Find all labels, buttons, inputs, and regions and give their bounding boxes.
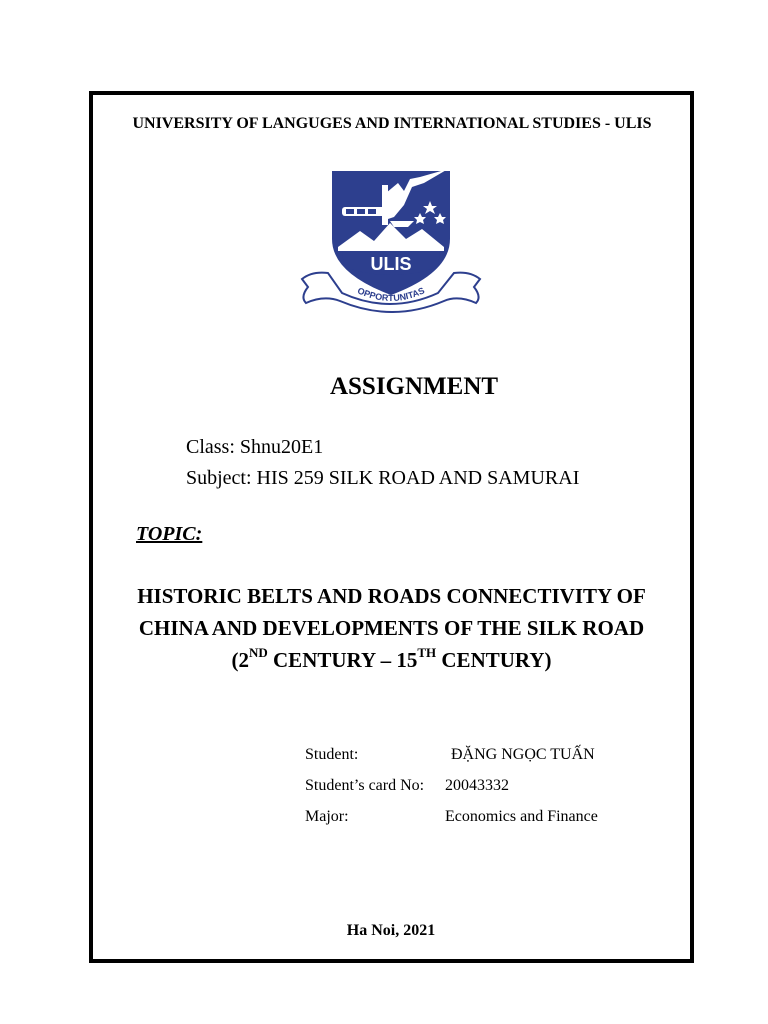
card-number: 20043332	[445, 777, 509, 794]
student-name: ĐẶNG NGỌC TUẤN	[451, 746, 595, 763]
logo-motto: OPPORTUNITAS	[355, 285, 427, 304]
topic-title	[93, 580, 690, 676]
student-label: Student:	[305, 746, 359, 763]
subject-line: Subject: HIS 259 SILK ROAD AND SAMURAI	[186, 467, 580, 489]
place-date: Ha Noi, 2021	[346, 922, 436, 939]
class-line: Class: Shnu20E1	[186, 436, 324, 458]
ulis-logo	[298, 155, 484, 313]
topic-title-line-2: CHINA AND DEVELOPMENTS OF THE SILK ROAD	[138, 616, 645, 640]
topic-title-line-3	[93, 644, 690, 676]
card-label: Student’s card No:	[305, 777, 425, 794]
title-part-c: CENTURY)	[436, 648, 552, 672]
major-value: Economics and Finance	[445, 808, 598, 825]
logo-ulis-text: ULIS	[370, 254, 412, 274]
topic-label: TOPIC:	[136, 523, 203, 545]
university-name: UNIVERSITY OF LANGUGES AND INTERNATIONAL STUDIES - ULIS	[132, 115, 652, 132]
title-sup-th: TH	[417, 645, 437, 660]
title-sup-nd: ND	[248, 645, 268, 660]
title-part-a: (2	[231, 648, 249, 672]
major-label: Major:	[305, 808, 349, 825]
title-part-b: CENTURY – 15	[267, 648, 418, 672]
topic-title-line-1: HISTORIC BELTS AND ROADS CONNECTIVITY OF	[137, 584, 646, 608]
assignment-heading: ASSIGNMENT	[329, 373, 499, 400]
